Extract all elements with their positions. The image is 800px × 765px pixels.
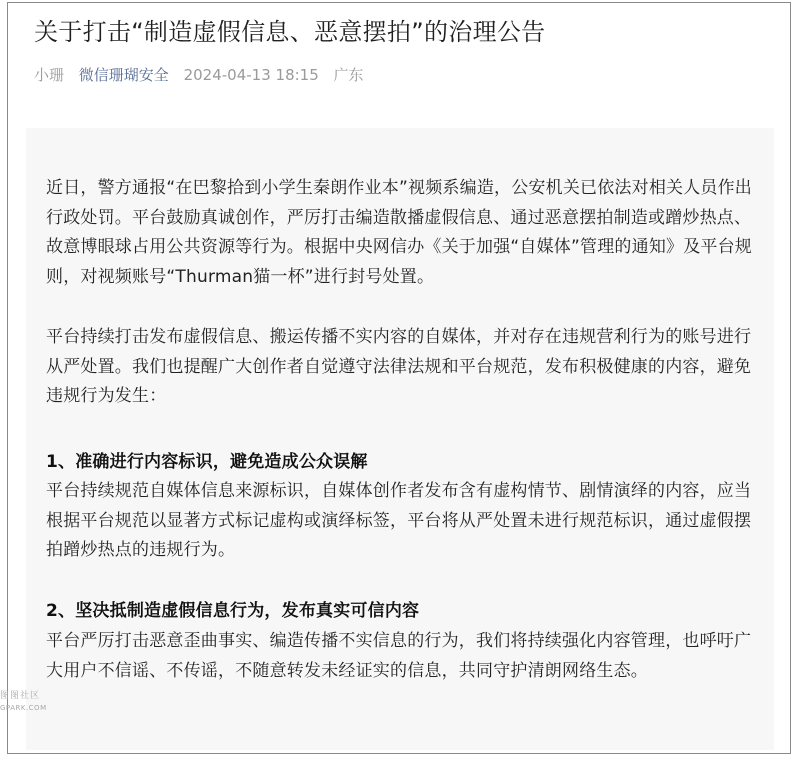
paragraph-2: 平台持续打击发布虚假信息、搬运传播不实内容的自媒体，并对存在违规营利行为的账号进行从严处置。我们也提醒广大创作者自觉遵守法律法规和平台规范，发布积极健康的内容，避免违规行为发生： [46,327,752,406]
publish-location: 广东 [333,66,364,84]
page-title: 关于打击“制造虚假信息、恶意摆拍”的治理公告 [34,18,546,46]
watermark-en: GPARK.COM [0,704,47,712]
author-name: 小珊 [34,66,65,84]
paragraph-1: 近日，警方通报“在巴黎拾到小学生秦朗作业本”视频系编造，公安机关已依法对相关人员作出行政处罚。平台鼓励真诚创作，严厉打击编造散播虚假信息、通过恶意摆拍制造或蹭炒热点、故意博眼球占用公共资源等行为。根据中央网信办《关于加强“自媒体”管理的通知》及平台规则，对视频账号“Thurman猫一杯”进行封号处置。 [46,178,753,287]
section-heading-2: 2、坚决抵制造虚假信息行为，发布真实可信内容 [46,601,420,621]
publish-datetime: 2024-04-13 18:15 [183,66,319,84]
section-heading-1: 1、准确进行内容标识，避免造成公众误解 [46,452,368,472]
watermark [0,690,75,714]
account-link[interactable]: 微信珊瑚安全 [78,66,169,84]
paragraph-4: 平台严厉打击恶意歪曲事实、编造传播不实信息的行为，我们将持续强化内容管理，也呼吁广大用户不信谣、不传谣，不随意转发未经证实的信息，共同守护清朗网络生态。 [46,631,752,681]
paragraph-3: 平台持续规范自媒体信息来源标识，自媒体创作者发布含有虚构情节、剧情演绎的内容，应当根据平台规范以显著方式标记虚构或演绎标签，平台将从严处置未进行规范标识，通过虚假摆拍蹭炒热点的违规行为。 [46,481,752,560]
article-meta [34,65,374,85]
article-body [26,128,774,750]
watermark-cn: 图图社区 [0,691,41,701]
